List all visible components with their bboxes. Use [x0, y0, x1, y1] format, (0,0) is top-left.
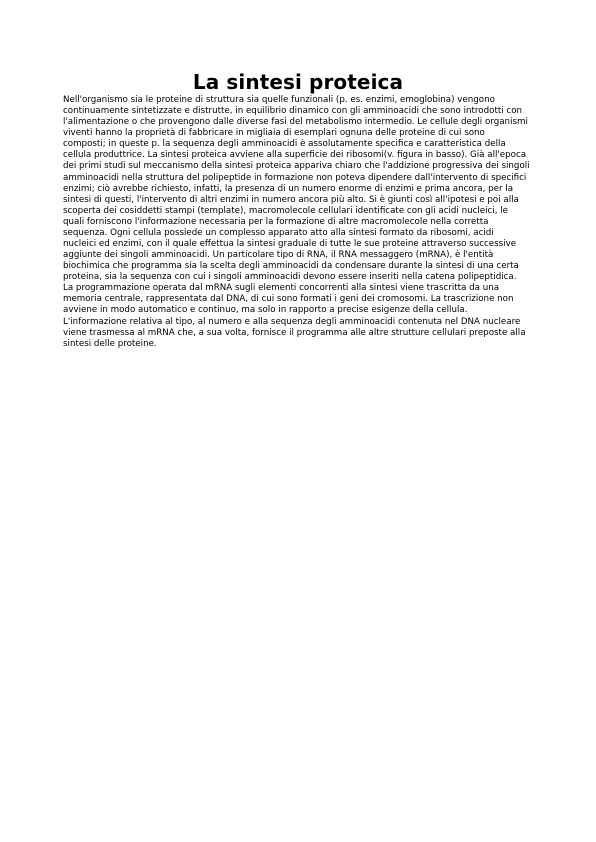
text-line: l'alimentazione o che provengono dalle diverse fasi del metabolismo intermedio. Le cellule degli organismi [63, 117, 528, 128]
text-line: La programmazione operata dal mRNA sugli elementi concorrenti alla sintesi viene trascritta da una [63, 283, 500, 294]
text-line: sintesi delle proteine. [63, 338, 157, 349]
text-line: continuamente sintetizzate e distrutte, in equilibrio dinamico con gli amminoacidi che sono introdotti con [63, 106, 523, 117]
text-line: Nell'organismo sia le proteine di struttura sia quelle funzionali (p. es. enzimi, emoglobina) vengono [63, 95, 495, 105]
page-title: La sintesi proteica [192, 70, 404, 94]
text-line: avviene in modo automatico e continuo, ma solo in rapporto a precise esigenze della cellula. [63, 305, 468, 316]
text-line: sequenza. Ogni cellula possiede un complesso apparato atto alla sintesi formato da ribosomi, acidi [63, 227, 494, 238]
text-line: composti; in queste p. la sequenza degli amminoacidi è assolutamente specifica e caratteristica della [63, 139, 506, 150]
text-line: sintesi di questi, l'intervento di altri enzimi in numero ancora più alto. Si è giunti così all'ipotesi e poi alla [63, 194, 519, 205]
text-line: aggiunte dei singoli amminoacidi. Un particolare tipo di RNA, il RNA messaggero (mRNA), è l'entità [63, 250, 494, 261]
text-line: proteina, sia la sequenza con cui i singoli amminoacidi devono essere inseriti nella catena polipeptidica. [63, 272, 517, 283]
text-line: quali forniscono l'informazione necessaria per la formazione di altre macromolecole nella corretta [63, 216, 489, 227]
body-text [63, 95, 547, 350]
text-line: scoperta dei cosiddetti stampi (template), macromolecole cellulari identificate con gli acidi nucleici, le [63, 205, 509, 216]
text-line: L'informazione relativa al tipo, al numero e alla sequenza degli amminoacidi contenuta nel DNA nucleare [63, 316, 521, 327]
text-line: nucleici ed enzimi, con il quale effettua la sintesi graduale di tutte le sue proteine attraverso successive [63, 239, 517, 250]
text-line: viene trasmessa al mRNA che, a sua volta, fornisce il programma alle altre strutture cellulari preposte alla [63, 327, 526, 338]
text-line: cellula produttrice. La sintesi proteica avviene alla superficie dei ribosomi(v. figura in basso). Già all'epoca [63, 150, 527, 161]
text-line: biochimica che programma sia la scelta degli amminoacidi da condensare durante la sintesi di una certa [63, 261, 519, 272]
text-line: enzimi; ciò avrebbe richiesto, infatti, la presenza di un numero enorme di enzimi e prima ancora, per la [63, 183, 514, 194]
text-line: dei primi studi sul meccanismo della sintesi proteica appariva chiaro che l'addizione progressiva dei singoli [63, 161, 530, 172]
text-line: amminoacidi nella struttura del polipeptide in formazione non poteva dipendere dall'intervento di specifici [63, 172, 527, 183]
text-line: memoria centrale, rappresentata dal DNA, di cui sono formati i geni dei cromosomi. La trascrizione non [63, 294, 514, 305]
text-line: viventi hanno la proprietà di fabbricare in migliaia di esemplari ognuna delle proteine di cui sono [63, 128, 485, 139]
